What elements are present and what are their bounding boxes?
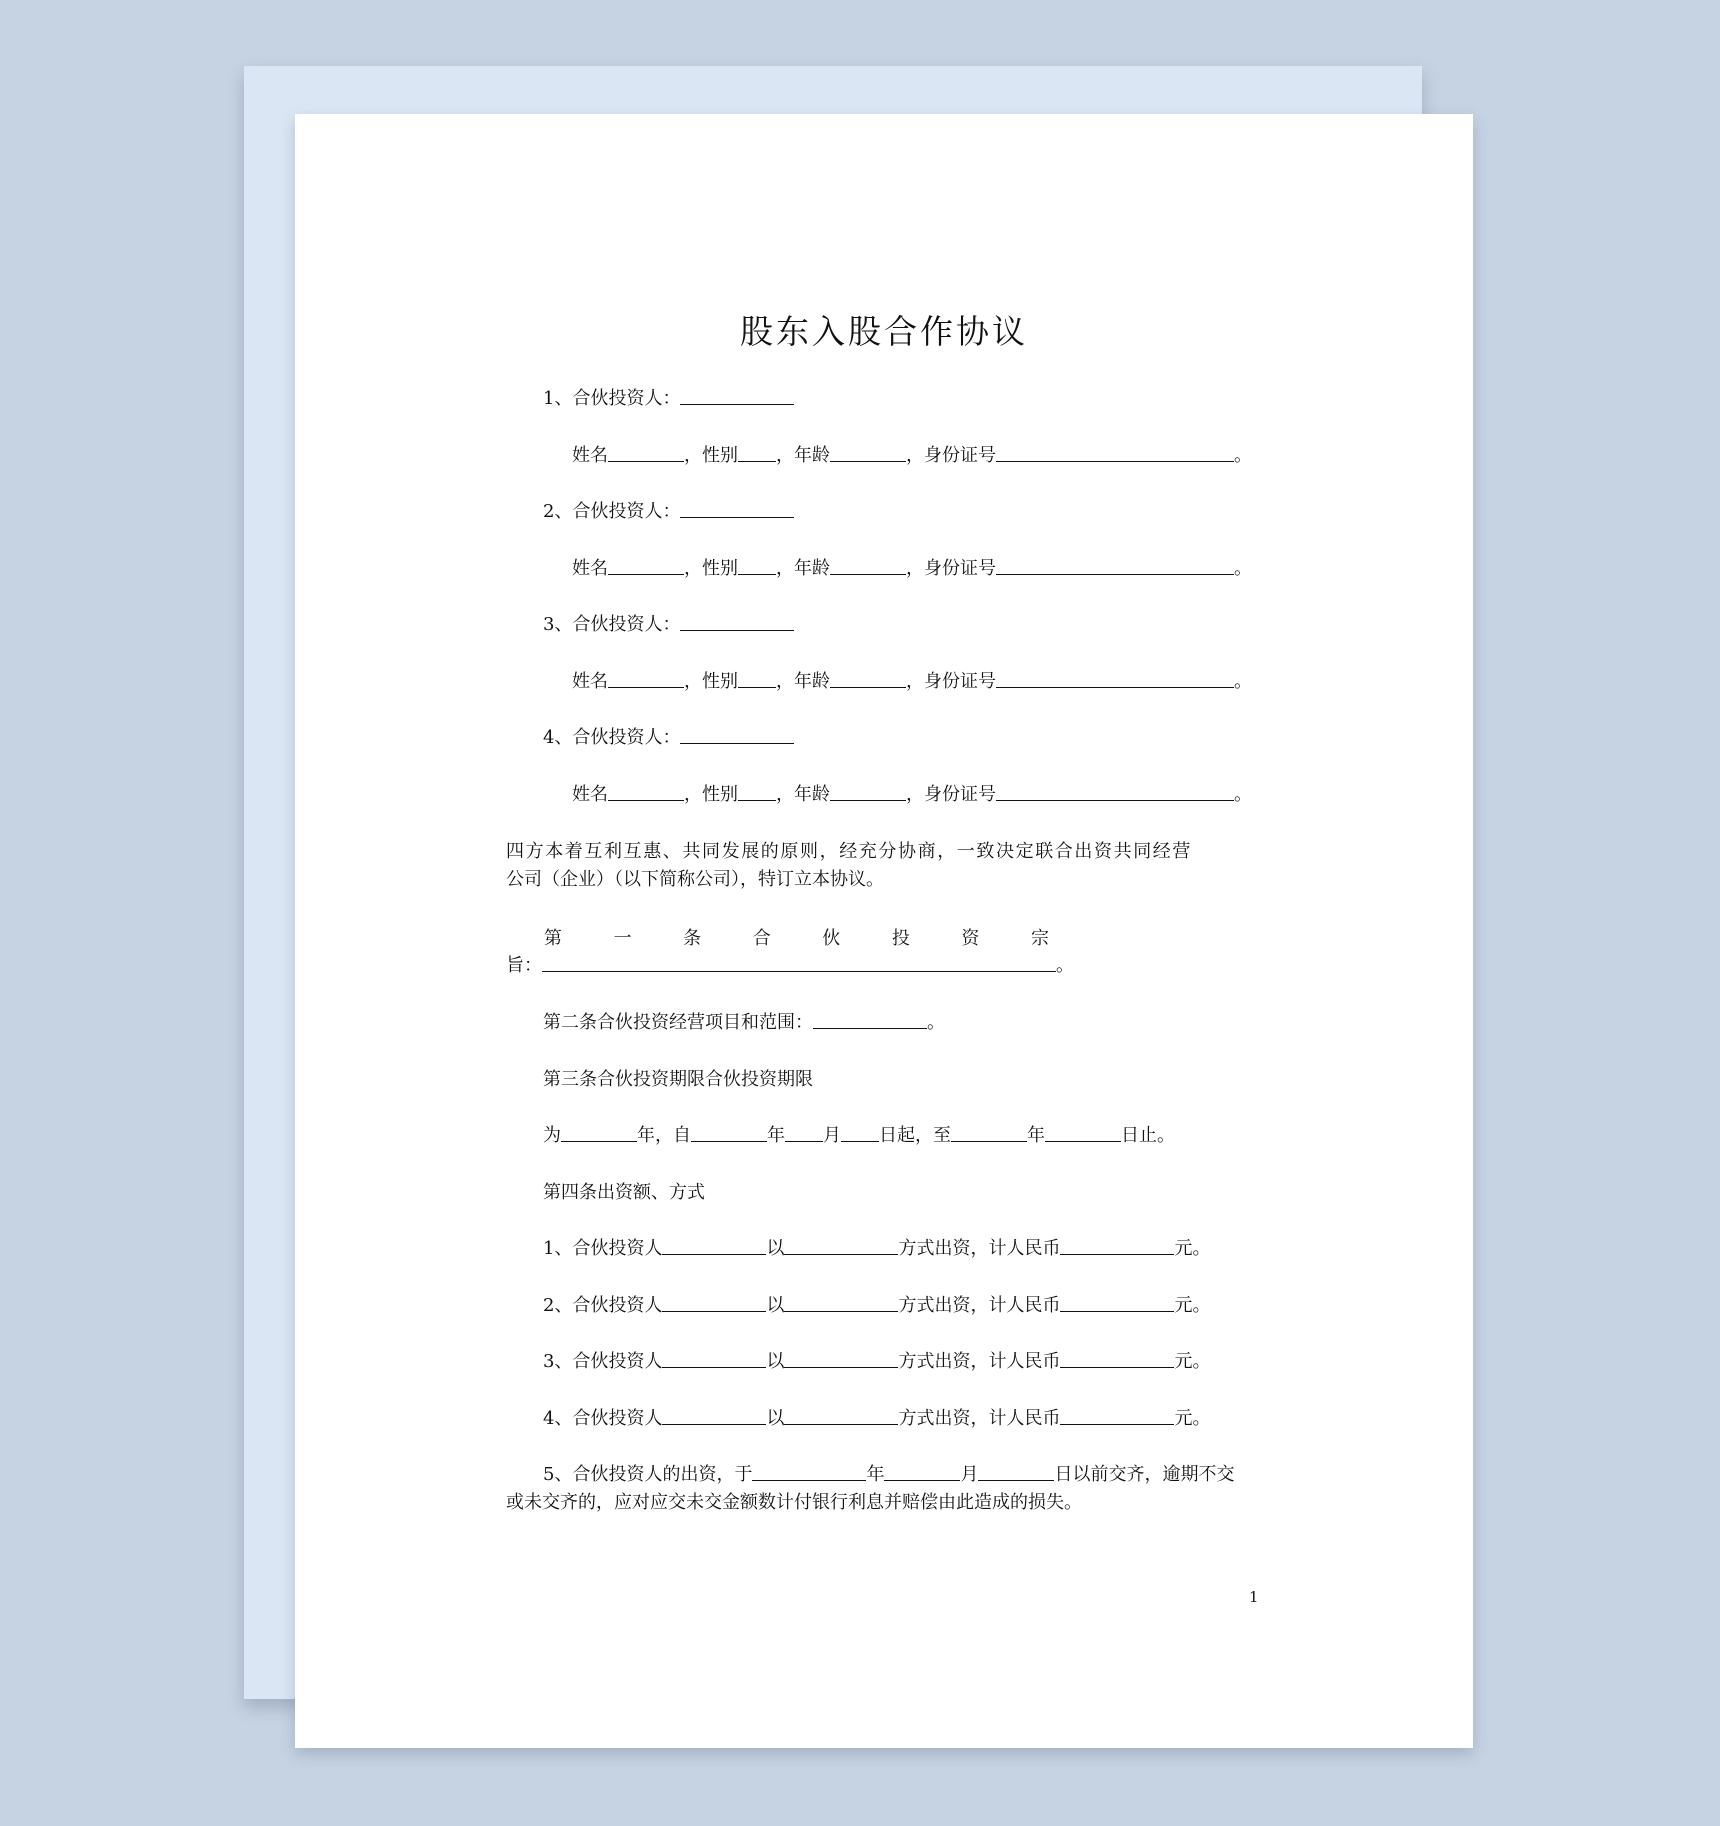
- investor-info-row: 姓名 ，性别 ，年龄 ，身份证号 。: [572, 784, 1252, 805]
- deadline-day-blank[interactable]: [978, 1462, 1054, 1481]
- deadline-month-blank[interactable]: [884, 1462, 960, 1481]
- investor-heading: 1、合伙投资人：: [543, 385, 794, 412]
- age-blank[interactable]: [830, 669, 906, 688]
- gender-blank[interactable]: [738, 782, 776, 801]
- name-blank[interactable]: [608, 443, 684, 462]
- id-blank[interactable]: [996, 556, 1234, 575]
- method-blank[interactable]: [784, 1293, 898, 1312]
- name-blank[interactable]: [608, 782, 684, 801]
- investor-name-blank[interactable]: [662, 1406, 766, 1425]
- scope-blank[interactable]: [813, 1010, 927, 1029]
- start-year-blank[interactable]: [691, 1123, 767, 1142]
- article-3-heading: 第三条合伙投资期限合伙投资期限: [543, 1069, 813, 1090]
- id-blank[interactable]: [996, 443, 1234, 462]
- investor-name-blank[interactable]: [662, 1236, 766, 1255]
- investor-name-blank[interactable]: [662, 1349, 766, 1368]
- deadline-year-blank[interactable]: [752, 1462, 866, 1481]
- investor-name-blank[interactable]: [662, 1293, 766, 1312]
- intro-line-1: 四方本着互利互惠、共同发展的原则，经充分协商，一致决定联合出资共同经营: [506, 841, 1192, 862]
- contribution-row: 2、合伙投资人 以 方式出资，计人民币 元。: [543, 1295, 1211, 1316]
- investor-heading: 4、合伙投资人：: [543, 724, 794, 751]
- contribution-row: 4、合伙投资人 以 方式出资，计人民币 元。: [543, 1408, 1211, 1429]
- investor-blank[interactable]: [680, 612, 794, 631]
- end-date-blank[interactable]: [1045, 1123, 1121, 1142]
- article-2: 第二条合伙投资经营项目和范围： 。: [543, 1012, 945, 1033]
- gender-blank[interactable]: [738, 556, 776, 575]
- method-blank[interactable]: [784, 1406, 898, 1425]
- intro-line-2: 公司（企业）（以下简称公司），特订立本协议。: [506, 869, 884, 890]
- gender-blank[interactable]: [738, 669, 776, 688]
- id-blank[interactable]: [996, 782, 1234, 801]
- name-blank[interactable]: [608, 669, 684, 688]
- document-title: 股东入股合作协议: [740, 312, 1028, 351]
- article-3-term: 为 年，自 年 月 日起，至 年 日止。: [543, 1125, 1175, 1146]
- investor-blank[interactable]: [680, 499, 794, 518]
- age-blank[interactable]: [830, 443, 906, 462]
- method-blank[interactable]: [784, 1349, 898, 1368]
- name-blank[interactable]: [608, 556, 684, 575]
- investor-info-row: 姓名 ，性别 ，年龄 ，身份证号 。: [572, 445, 1252, 466]
- contribution-row: 1、合伙投资人 以 方式出资，计人民币 元。: [543, 1238, 1211, 1259]
- age-blank[interactable]: [830, 782, 906, 801]
- gender-blank[interactable]: [738, 443, 776, 462]
- investor-heading: 2、合伙投资人：: [543, 498, 794, 525]
- amount-blank[interactable]: [1060, 1406, 1174, 1425]
- method-blank[interactable]: [784, 1236, 898, 1255]
- amount-blank[interactable]: [1060, 1236, 1174, 1255]
- start-day-blank[interactable]: [841, 1123, 879, 1142]
- investor-info-row: 姓名 ，性别 ，年龄 ，身份证号 。: [572, 558, 1252, 579]
- document-page: [295, 114, 1473, 1748]
- contribution-deadline: 5、合伙投资人的出资，于 年 月 日以前交齐，逾期不交: [543, 1464, 1235, 1485]
- contribution-deadline-cont: 或未交齐的，应对应交未交金额数计付银行利息并赔偿由此造成的损失。: [506, 1492, 1082, 1513]
- article-1-purpose: 旨： 。: [506, 955, 1074, 976]
- age-blank[interactable]: [830, 556, 906, 575]
- term-years-blank[interactable]: [561, 1123, 637, 1142]
- id-blank[interactable]: [996, 669, 1234, 688]
- amount-blank[interactable]: [1060, 1293, 1174, 1312]
- investor-info-row: 姓名 ，性别 ，年龄 ，身份证号 。: [572, 671, 1252, 692]
- end-year-blank[interactable]: [951, 1123, 1027, 1142]
- investor-heading: 3、合伙投资人：: [543, 611, 794, 638]
- amount-blank[interactable]: [1060, 1349, 1174, 1368]
- article-4-heading: 第四条出资额、方式: [543, 1182, 705, 1203]
- contribution-row: 3、合伙投资人 以 方式出资，计人民币 元。: [543, 1351, 1211, 1372]
- investor-blank[interactable]: [680, 725, 794, 744]
- page-number: 1: [1249, 1588, 1259, 1606]
- article-1-heading: 第 一 条 合 伙 投 资 宗: [544, 928, 1049, 949]
- start-month-blank[interactable]: [785, 1123, 823, 1142]
- investor-blank[interactable]: [680, 386, 794, 405]
- purpose-blank[interactable]: [542, 953, 1056, 972]
